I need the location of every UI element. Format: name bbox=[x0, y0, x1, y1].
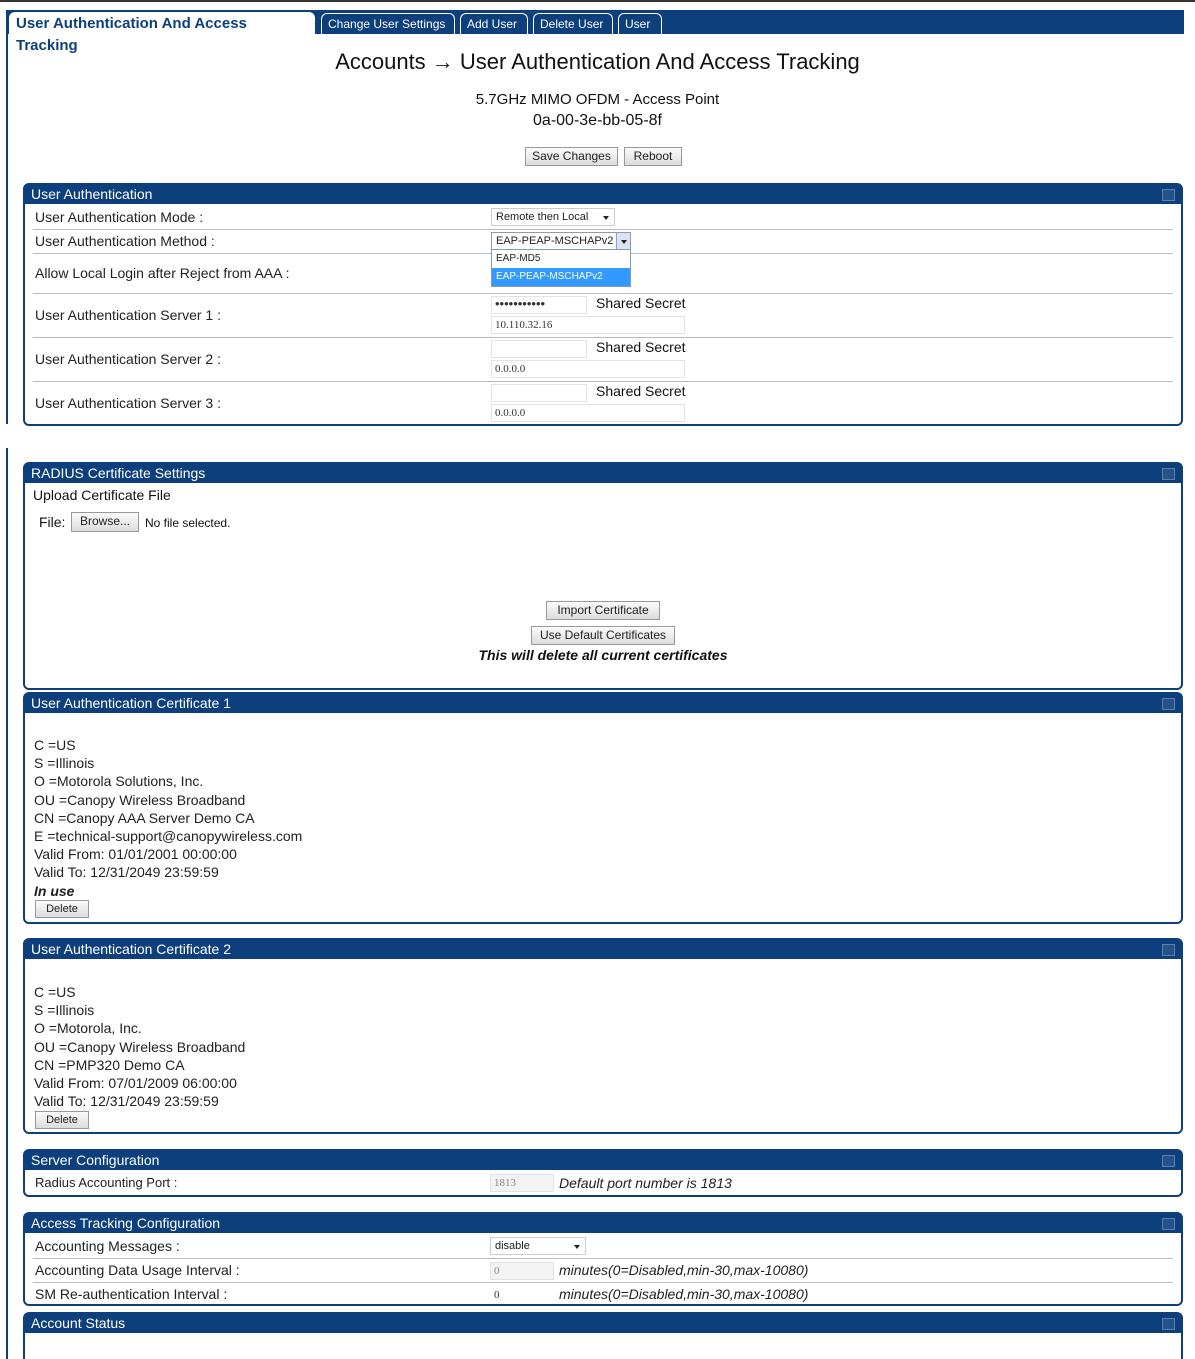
server-address-input[interactable]: 0.0.0.0 bbox=[491, 404, 685, 422]
panel-header bbox=[25, 185, 1181, 204]
browse-button[interactable]: Browse... bbox=[71, 512, 139, 532]
server-label: User Authentication Server 1 : bbox=[35, 307, 221, 323]
collapse-icon[interactable] bbox=[1162, 698, 1175, 710]
chevron-down-icon bbox=[621, 240, 627, 244]
cert-org-unit: OU =Canopy Wireless Broadband bbox=[34, 1038, 246, 1055]
dropdown-option-eap-md5[interactable]: EAP-MD5 bbox=[496, 253, 541, 264]
auth-mode-value: Remote then Local bbox=[496, 211, 589, 223]
cert-valid-to: Valid To: 12/31/2049 23:59:59 bbox=[34, 864, 219, 881]
import-certificate-button[interactable]: Import Certificate bbox=[546, 601, 660, 620]
tab-change-user-settings[interactable]: Change User Settings bbox=[321, 13, 455, 34]
usage-interval-label: Accounting Data Usage Interval : bbox=[35, 1262, 240, 1278]
delete-certificate-button[interactable]: Delete bbox=[35, 900, 89, 918]
cert-country: C =US bbox=[34, 737, 76, 753]
server-address-input[interactable]: 0.0.0.0 bbox=[491, 360, 685, 378]
accounting-messages-row bbox=[33, 1235, 1173, 1259]
save-changes-button[interactable]: Save Changes bbox=[525, 147, 618, 166]
reauth-interval-input[interactable]: 0 bbox=[490, 1286, 554, 1304]
accounting-messages-value: disable bbox=[495, 1240, 530, 1252]
auth-mode-label: User Authentication Mode : bbox=[35, 209, 204, 225]
collapse-icon[interactable] bbox=[1162, 1318, 1175, 1330]
cert-common-name: CN =Canopy AAA Server Demo CA bbox=[34, 809, 255, 826]
reboot-button[interactable]: Reboot bbox=[624, 147, 682, 166]
device-name: 5.7GHz MIMO OFDM - Access Point bbox=[475, 91, 720, 108]
shared-secret-label: Shared Secret bbox=[596, 295, 686, 311]
file-label: File: bbox=[39, 514, 66, 530]
accounting-messages-label: Accounting Messages : bbox=[35, 1238, 180, 1254]
cert-valid-from: Valid From: 01/01/2001 00:00:00 bbox=[34, 846, 237, 863]
mac-address: 0a-00-3e-bb-05-8f bbox=[533, 112, 662, 129]
panel-title: Account Status bbox=[31, 1315, 126, 1331]
usage-interval-hint: minutes(0=Disabled,min-30,max-10080) bbox=[559, 1262, 809, 1278]
cert-org-unit: OU =Canopy Wireless Broadband bbox=[34, 791, 246, 808]
panel-header bbox=[25, 1151, 1181, 1170]
chevron-down-icon bbox=[603, 216, 609, 220]
accounting-messages-select[interactable] bbox=[490, 1237, 586, 1255]
auth-method-label: User Authentication Method : bbox=[35, 233, 215, 249]
chevron-down-icon bbox=[574, 1245, 580, 1249]
tab-add-user[interactable]: Add User bbox=[460, 13, 528, 34]
dropdown-option-eap-peap[interactable]: EAP-PEAP-MSCHAPv2 bbox=[492, 268, 630, 286]
collapse-icon[interactable] bbox=[1162, 189, 1175, 201]
top-border bbox=[0, 0, 1195, 2]
use-default-certificates-button[interactable]: Use Default Certificates bbox=[531, 626, 675, 645]
panel-title: User Authentication bbox=[31, 186, 153, 202]
server-address-input[interactable]: 10.110.32.16 bbox=[491, 316, 685, 334]
cert-valid-to: Valid To: 12/31/2049 23:59:59 bbox=[34, 1093, 219, 1110]
collapse-icon[interactable] bbox=[1162, 944, 1175, 956]
auth-mode-select[interactable] bbox=[491, 208, 615, 226]
server-label: User Authentication Server 3 : bbox=[35, 395, 221, 411]
panel-title: User Authentication Certificate 2 bbox=[31, 941, 231, 957]
upload-certificate-label: Upload Certificate File bbox=[33, 487, 171, 503]
auth-method-dropdown-list bbox=[491, 249, 631, 287]
radius-port-row bbox=[33, 1172, 1173, 1196]
collapse-icon[interactable] bbox=[1162, 1155, 1175, 1167]
access-tracking-panel bbox=[23, 1212, 1183, 1306]
server-configuration-panel bbox=[23, 1149, 1183, 1197]
reauth-interval-label: SM Re-authentication Interval : bbox=[35, 1286, 228, 1302]
shared-secret-input[interactable]: ••••••••••• bbox=[491, 296, 587, 314]
cert-organization: O =Motorola Solutions, Inc. bbox=[34, 773, 204, 790]
collapse-icon[interactable] bbox=[1162, 468, 1175, 480]
panel-header bbox=[25, 1214, 1181, 1233]
no-file-selected-text: No file selected. bbox=[145, 516, 231, 530]
auth-method-value: EAP-PEAP-MSCHAPv2 bbox=[496, 235, 614, 247]
server-label: User Authentication Server 2 : bbox=[35, 351, 221, 367]
cert-country: C =US bbox=[34, 984, 76, 1000]
auth-server-3-row bbox=[33, 382, 1173, 422]
panel-title: Server Configuration bbox=[31, 1152, 160, 1168]
panel-header bbox=[25, 940, 1181, 959]
cert-status: In use bbox=[34, 882, 75, 899]
tab-user[interactable]: User bbox=[618, 13, 662, 34]
radius-port-input[interactable]: 1813 bbox=[490, 1174, 554, 1192]
shared-secret-label: Shared Secret bbox=[596, 339, 686, 355]
delete-warning-text: This will delete all current certificates bbox=[478, 647, 728, 663]
radius-port-label: Radius Accounting Port : bbox=[35, 1175, 178, 1190]
allow-local-label: Allow Local Login after Reject from AAA : bbox=[35, 265, 290, 281]
collapse-icon[interactable] bbox=[1162, 1218, 1175, 1230]
radius-port-hint: Default port number is 1813 bbox=[559, 1175, 732, 1191]
tab-user-auth-access-tracking[interactable]: User Authentication And Access Tracking bbox=[9, 12, 315, 36]
panel-title: Access Tracking Configuration bbox=[31, 1215, 221, 1231]
auth-server-2-row bbox=[33, 338, 1173, 382]
certificate-2-panel bbox=[23, 938, 1183, 1134]
left-frame-line bbox=[6, 448, 8, 1359]
usage-interval-input[interactable]: 0 bbox=[490, 1262, 554, 1280]
cert-valid-from: Valid From: 07/01/2009 06:00:00 bbox=[34, 1075, 237, 1092]
tab-bar bbox=[6, 10, 1184, 54]
auth-method-select[interactable] bbox=[491, 232, 631, 250]
page-title: Accounts → User Authentication And Access Tracking bbox=[335, 49, 860, 74]
dropdown-button[interactable] bbox=[616, 233, 630, 249]
panel-title: User Authentication Certificate 1 bbox=[31, 695, 231, 711]
account-status-panel bbox=[23, 1312, 1183, 1359]
certificate-details bbox=[34, 983, 245, 1110]
tab-delete-user[interactable]: Delete User bbox=[533, 13, 613, 34]
delete-certificate-button[interactable]: Delete bbox=[35, 1111, 89, 1129]
reauth-interval-row bbox=[33, 1283, 1173, 1304]
cert-organization: O =Motorola, Inc. bbox=[34, 1020, 142, 1037]
shared-secret-input[interactable] bbox=[491, 340, 587, 358]
cert-email: E =technical-support@canopywireless.com bbox=[34, 828, 303, 845]
panel-title: RADIUS Certificate Settings bbox=[31, 465, 206, 481]
auth-server-1-row bbox=[33, 294, 1173, 338]
cert-state: S =Illinois bbox=[34, 755, 95, 772]
reauth-interval-hint: minutes(0=Disabled,min-30,max-10080) bbox=[559, 1286, 809, 1302]
user-authentication-panel bbox=[23, 183, 1183, 426]
panel-header bbox=[25, 1314, 1181, 1333]
certificate-1-panel bbox=[23, 692, 1183, 924]
cert-common-name: CN =PMP320 Demo CA bbox=[34, 1056, 185, 1073]
panel-header bbox=[25, 694, 1181, 713]
shared-secret-input[interactable] bbox=[491, 384, 587, 402]
radius-certificate-panel bbox=[23, 462, 1183, 690]
shared-secret-label: Shared Secret bbox=[596, 383, 686, 399]
panel-header bbox=[25, 464, 1181, 483]
cert-state: S =Illinois bbox=[34, 1002, 95, 1019]
auth-mode-row bbox=[33, 206, 1173, 230]
certificate-details bbox=[34, 736, 302, 900]
usage-interval-row bbox=[33, 1259, 1173, 1283]
